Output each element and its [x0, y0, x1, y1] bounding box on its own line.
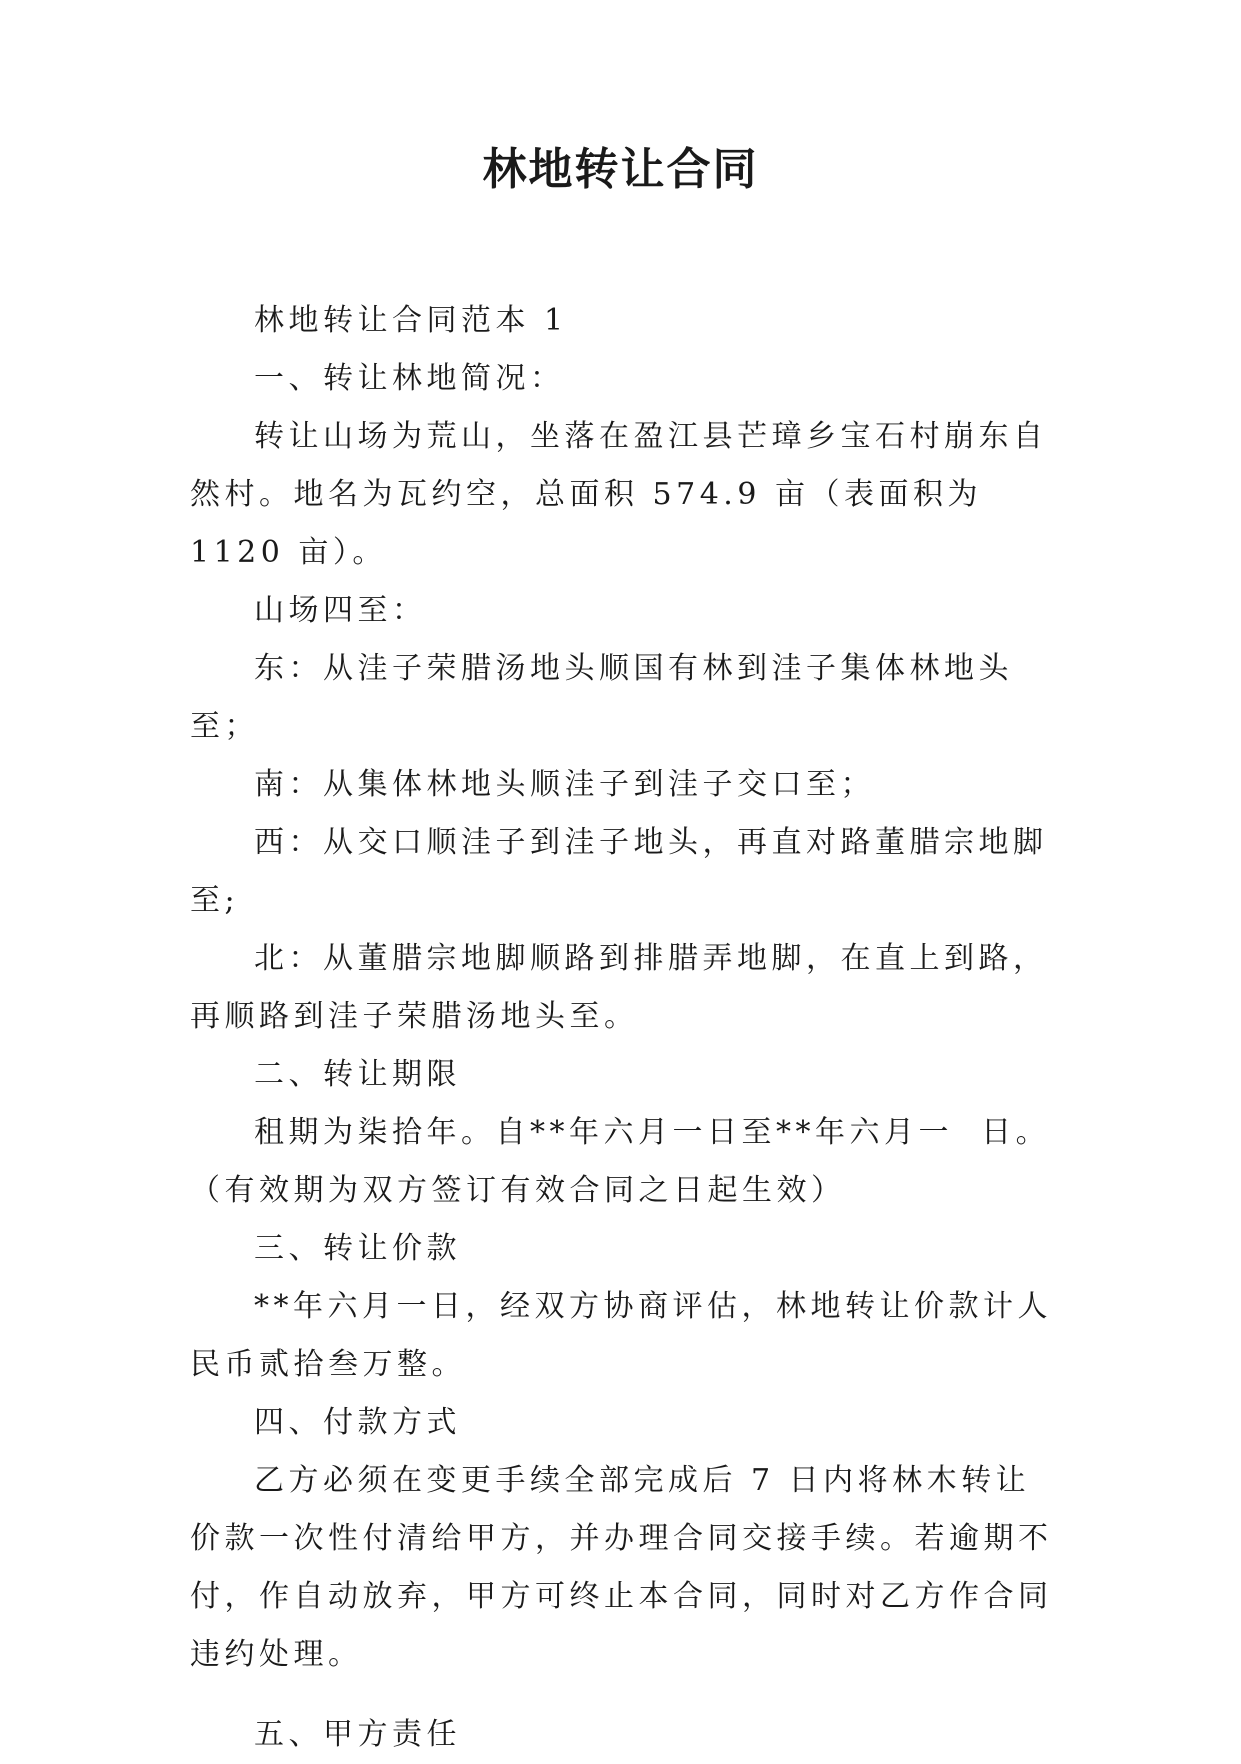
section-heading-1: 一、转让林地简况：: [254, 361, 565, 396]
paragraph-location: 转让山场为荒山，坐落在盈江县芒璋乡宝石村崩东自然村。地名为瓦约空，总面积 574.9 亩（表面积为 1120 亩）。: [190, 419, 1048, 570]
section-heading-3: 三、转让价款: [254, 1231, 461, 1266]
paragraph-boundaries-heading: 山场四至：: [254, 593, 427, 628]
paragraph-boundary-west: 西：从交口顺洼子到洼子地头，再直对路董腊宗地脚至;: [190, 825, 1048, 918]
paragraph-boundary-south: 南：从集体林地头顺洼子到洼子交口至；: [254, 767, 875, 802]
paragraph-payment: 乙方必须在变更手续全部完成后 7 日内将林木转让价款一次性付清给甲方，并办理合同交接手续。若逾期不付，作自动放弃，甲方可终止本合同，同时对乙方作合同违约处理。: [190, 1463, 1053, 1672]
document-title: 林地转让合同: [482, 144, 759, 195]
paragraph-boundary-east: 东：从洼子荣腊汤地头顺国有林到洼子集体林地头至；: [190, 651, 1013, 744]
paragraph-term: 租期为柒拾年。自**年六月一日至**年六月一 日。（有效期为双方签订有效合同之日起生效）: [190, 1115, 1051, 1208]
section-heading-4: 四、付款方式: [254, 1405, 461, 1440]
paragraph-boundary-north: 北：从董腊宗地脚顺路到排腊弄地脚，在直上到路，再顺路到洼子荣腊汤地头至。: [190, 941, 1048, 1034]
section-heading-5: 五、甲方责任: [254, 1717, 461, 1752]
document-body: [190, 292, 1060, 1764]
paragraph-template-name: 林地转让合同范本 1: [254, 303, 568, 338]
paragraph-price: **年六月一日，经双方协商评估，林地转让价款计人民币贰拾叁万整。: [190, 1289, 1052, 1382]
section-heading-2: 二、转让期限: [254, 1057, 461, 1092]
